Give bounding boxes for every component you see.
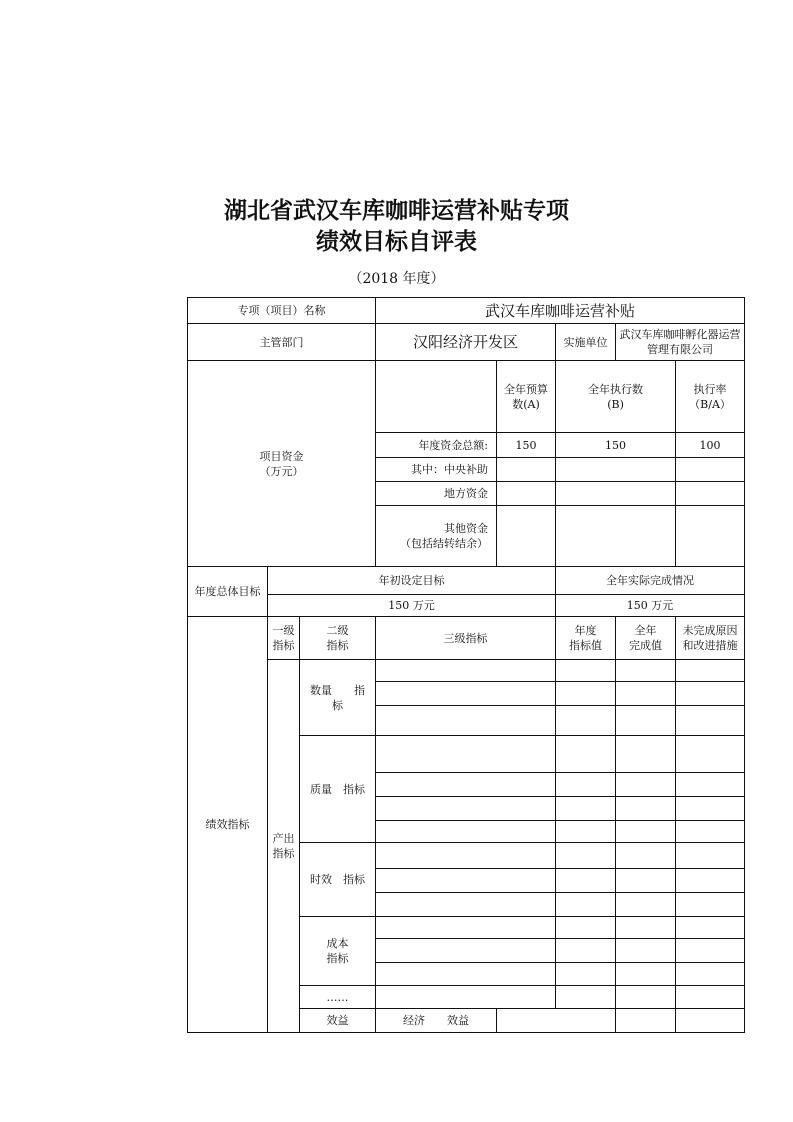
cell (676, 869, 745, 893)
h-level1 (268, 617, 300, 660)
h-actual (616, 617, 676, 660)
cell (376, 869, 556, 893)
cost-line2: 指标 (326, 952, 349, 965)
col-budget-line2: 数(A) (512, 397, 540, 411)
cell (497, 458, 556, 482)
h-actual-line2: 完成值 (629, 639, 663, 652)
h-reason-line1: 未完成原因 (682, 624, 738, 637)
output-line1: 产出 (272, 832, 295, 845)
page-title-line1: 湖北省武汉车库咖啡运营补贴专项 (224, 198, 569, 224)
cell (556, 736, 616, 773)
benefit-indicator: 效益 (300, 1009, 376, 1033)
funds-label-line1: 项目资金 (259, 449, 304, 463)
col-rate-header (676, 361, 745, 433)
year-label: （2018 年度） (348, 271, 445, 287)
h-level2-line2: 指标 (326, 639, 349, 652)
cell (676, 736, 745, 773)
quantity-line2: 标 (332, 698, 344, 712)
cell (376, 821, 556, 843)
cell (497, 482, 556, 506)
cell (376, 917, 556, 939)
row-central-label: 其中：中央补助 (376, 458, 497, 482)
row-total-budget: 150 (497, 433, 556, 458)
cell (676, 706, 745, 736)
cell (616, 706, 676, 736)
cell (616, 893, 676, 917)
row-total-exec: 150 (556, 433, 676, 458)
h-level3: 三级指标 (376, 617, 556, 660)
goal-planned-header: 年初设定目标 (268, 567, 556, 595)
cost-indicator (300, 917, 376, 986)
cell (556, 986, 616, 1009)
col-exec-line2: (B) (607, 397, 624, 411)
cell (676, 682, 745, 706)
self-evaluation-table (187, 297, 745, 1033)
funds-label (188, 361, 376, 567)
cell (376, 986, 556, 1009)
h-reason (676, 617, 745, 660)
economic-benefit-indicator: 经济 效益 (376, 1009, 497, 1033)
cell (376, 736, 556, 773)
project-name-value: 武汉车库咖啡运营补贴 (376, 298, 745, 324)
cell (616, 821, 676, 843)
row-other-line2: （包括结转结余） (400, 537, 489, 550)
funds-header-blank (376, 361, 497, 433)
cell (376, 939, 556, 963)
col-rate-line2: （B/A） (689, 397, 731, 411)
cell (676, 797, 745, 821)
cell (616, 963, 676, 986)
cell (676, 843, 745, 869)
cell (616, 773, 676, 797)
goal-planned-value: 150 万元 (268, 595, 556, 617)
cell (497, 506, 556, 567)
cell (556, 963, 616, 986)
col-exec-header (556, 361, 676, 433)
cell (676, 458, 745, 482)
cell (556, 939, 616, 963)
cell (616, 682, 676, 706)
cell (616, 986, 676, 1009)
h-actual-line1: 全年 (634, 624, 657, 637)
cell (556, 660, 616, 682)
goal-label: 年度总体目标 (188, 567, 268, 617)
col-budget-line1: 全年预算 (504, 382, 549, 396)
cell (616, 736, 676, 773)
cell (376, 773, 556, 797)
cell (556, 821, 616, 843)
cell (616, 660, 676, 682)
cell (676, 917, 745, 939)
cell (616, 917, 676, 939)
cell (676, 506, 745, 567)
h-reason-line2: 和改进措施 (682, 639, 738, 652)
cell (676, 482, 745, 506)
cell (556, 506, 676, 567)
output-indicator (268, 660, 300, 1033)
timeliness-indicator: 时效 指标 (300, 843, 376, 917)
h-target (556, 617, 616, 660)
cell (676, 660, 745, 682)
cell (556, 917, 616, 939)
goal-actual-header: 全年实际完成情况 (556, 567, 745, 595)
h-target-line1: 年度 (574, 624, 597, 637)
row-local-label: 地方资金 (376, 482, 497, 506)
cell (376, 963, 556, 986)
cell (376, 660, 556, 682)
unit-label: 实施单位 (556, 324, 616, 361)
cell (676, 939, 745, 963)
cell (676, 986, 745, 1009)
unit-value: 武汉车库咖啡孵化器运营管理有限公司 (616, 324, 745, 361)
cell (556, 773, 616, 797)
row-total-label: 年度资金总额: (376, 433, 497, 458)
cell (676, 773, 745, 797)
cell (556, 482, 676, 506)
project-name-label: 专项（项目）名称 (188, 298, 376, 324)
page-title-line2: 绩效目标自评表 (316, 229, 477, 255)
cell (556, 682, 616, 706)
ellipsis-indicator: …… (300, 986, 376, 1009)
row-other-label (376, 506, 497, 567)
cell (556, 893, 616, 917)
cell (376, 706, 556, 736)
cell (497, 1009, 616, 1033)
col-exec-line1: 全年执行数 (588, 382, 644, 396)
h-level2-line1: 二级 (326, 624, 349, 637)
cell (376, 797, 556, 821)
cell (376, 843, 556, 869)
output-line2: 指标 (272, 847, 295, 860)
h-level1-line2: 指标 (272, 639, 295, 652)
h-level1-line1: 一级 (272, 624, 295, 637)
cell (616, 797, 676, 821)
h-target-line2: 指标值 (569, 639, 603, 652)
cell (616, 869, 676, 893)
row-other-line1: 其他资金 (444, 522, 489, 535)
dept-value: 汉阳经济开发区 (376, 324, 556, 361)
cell (556, 797, 616, 821)
cell (556, 843, 616, 869)
funds-label-line2: （万元） (259, 464, 304, 478)
cell (556, 458, 676, 482)
dept-label: 主管部门 (188, 324, 376, 361)
cell (376, 893, 556, 917)
cost-line1: 成本 (326, 937, 349, 950)
cell (616, 1009, 676, 1033)
quality-indicator: 质量 指标 (300, 736, 376, 843)
row-total-rate: 100 (676, 433, 745, 458)
cell (376, 682, 556, 706)
cell (676, 1009, 745, 1033)
cell (676, 893, 745, 917)
h-level2 (300, 617, 376, 660)
goal-actual-value: 150 万元 (556, 595, 745, 617)
cell (676, 821, 745, 843)
cell (616, 843, 676, 869)
indicators-label: 绩效指标 (188, 617, 268, 1033)
cell (556, 869, 616, 893)
col-rate-line1: 执行率 (693, 382, 727, 396)
cell (556, 706, 616, 736)
cell (616, 939, 676, 963)
col-budget-header (497, 361, 556, 433)
quantity-indicator (300, 660, 376, 736)
quantity-line1: 数量 指 (310, 683, 366, 697)
cell (676, 963, 745, 986)
